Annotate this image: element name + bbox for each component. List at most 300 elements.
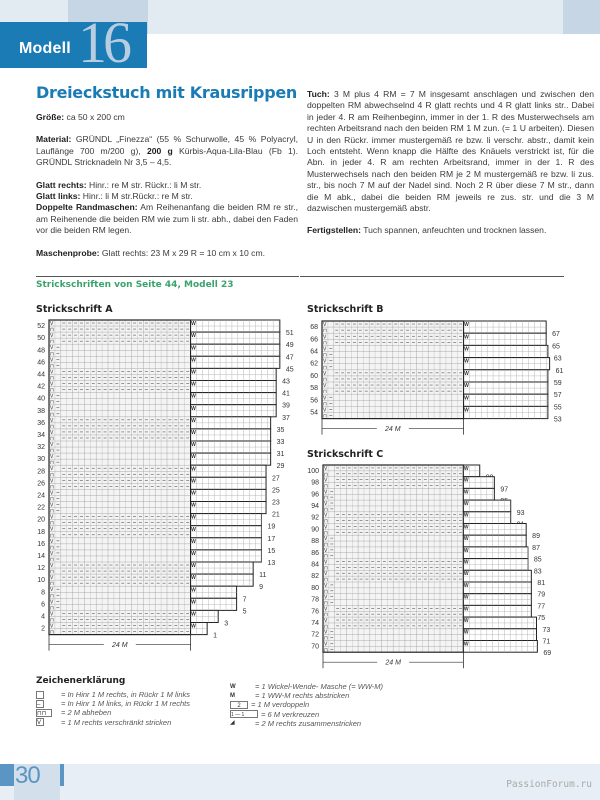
slip-symbol: ⊓ (50, 569, 54, 576)
slip-symbol: ⊓ (323, 328, 327, 335)
wrap-turn-symbol: W (463, 641, 469, 648)
wrap-turn-symbol: W (191, 429, 196, 436)
slip-symbol: ⊓ (50, 520, 54, 527)
row-number-right: 13 (267, 560, 276, 567)
wrap-turn-symbol: W (191, 550, 196, 557)
row-number-right: 61 (555, 367, 564, 375)
slip-symbol: ⊓ (50, 351, 54, 358)
slip-symbol: ⊓ (50, 472, 54, 479)
slip-symbol: ⊓ (50, 508, 54, 515)
slip-symbol: ⊓ (50, 375, 54, 382)
slip-symbol: ⊓ (50, 363, 54, 370)
row-number-right: 67 (552, 331, 560, 339)
row-number-left: 92 (311, 514, 319, 522)
legend-text: = 1 M rechts verschränkt stricken (61, 717, 172, 727)
twisted-knit-symbol: V (50, 381, 54, 388)
slip-symbol: ⊓ (323, 340, 327, 347)
twisted-knit-icon: V (36, 718, 44, 726)
page-number: 30 (15, 762, 40, 789)
twisted-knit-symbol: V (50, 587, 54, 594)
slip-symbol: ⊓ (50, 581, 54, 588)
wrap-turn-symbol: W (191, 490, 196, 497)
twisted-knit-symbol: V (324, 524, 328, 531)
row-number-left: 96 (311, 491, 319, 499)
twisted-knit-symbol: V (324, 489, 328, 496)
row-number-left: 88 (311, 538, 319, 546)
row-number-right: 71 (542, 638, 551, 646)
legend-item (230, 719, 383, 728)
slip-symbol: ⊓ (324, 577, 328, 584)
legend-text: = In Hinr 1 M rechts, in Rückr 1 M links (61, 690, 190, 699)
row-number-right: 9 (259, 584, 264, 592)
slip-symbol: ⊓ (324, 518, 328, 525)
row-number-left: 30 (37, 456, 45, 464)
row-number-left: 90 (311, 526, 319, 534)
twisted-knit-symbol: V (324, 618, 328, 625)
twisted-knit-symbol: V (323, 346, 327, 353)
row-number-left: 14 (37, 552, 45, 560)
wrap-turn-symbol: W (191, 321, 196, 328)
slip-symbol: ⊓ (323, 352, 327, 359)
legend-text: = 1 WW-M rechts abstricken (255, 691, 350, 701)
twisted-knit-symbol: V (324, 606, 328, 613)
wrap-turn-symbol: W (463, 617, 469, 624)
row-number-right: 15 (267, 547, 276, 555)
wrap-turn-symbol: W (191, 611, 196, 618)
wrap-turn-symbol: W (191, 575, 196, 582)
twisted-knit-symbol: V (324, 477, 328, 484)
row-number-left: 86 (311, 549, 319, 557)
chart-c-title: Strickschrift C (307, 449, 384, 460)
wrap-turn-symbol: W (191, 417, 196, 424)
wrap-turn-symbol: W (191, 333, 196, 340)
legend-text: = 1 M verdoppeln (251, 700, 310, 710)
twisted-knit-symbol: V (50, 575, 54, 582)
twisted-knit-symbol: V (324, 559, 328, 566)
slip-symbol: ⊓ (324, 495, 328, 502)
wrap-turn-symbol: W (191, 454, 196, 461)
wrap-turn-symbol: W (464, 358, 469, 365)
slip-symbol: ⊓ (323, 376, 327, 383)
twisted-knit-symbol: V (50, 502, 54, 509)
width-label: 24 M (385, 659, 401, 667)
row-number-right: 49 (285, 342, 294, 350)
legend-item (230, 682, 383, 691)
row-number-right: 31 (276, 451, 285, 459)
twisted-knit-symbol: V (50, 369, 54, 376)
twisted-knit-symbol: V (324, 512, 328, 519)
twisted-knit-symbol: V (323, 395, 327, 402)
slip-symbol: ⊓ (324, 588, 328, 595)
row-number-right: 85 (533, 556, 542, 564)
row-number-right: 25 (272, 487, 280, 495)
material-text: GRÜNDL „Finezza“ (55 % Schurwolle, 45 % Polyacryl, Lauflänge 700 m/200 g), (36, 134, 298, 156)
row-number-right: 53 (553, 416, 562, 424)
dash-square-icon: – (36, 700, 44, 708)
material-amount: 200 g (146, 145, 173, 156)
row-number-left: 78 (311, 596, 319, 604)
row-number-left: 66 (310, 336, 318, 344)
row-number-left: 6 (41, 601, 45, 609)
wrap-turn-symbol: W (464, 370, 469, 377)
stockinette-text: Hinr.: re M str. Rückr.: li M str. (86, 179, 202, 190)
row-number-left: 98 (311, 479, 319, 487)
row-number-left: 24 (37, 492, 45, 500)
row-number-left: 28 (37, 468, 45, 476)
twisted-knit-symbol: V (324, 582, 328, 589)
wrap-turn-symbol: W (191, 587, 196, 594)
row-number-left: 8 (41, 589, 45, 597)
row-number-left: 50 (37, 335, 45, 343)
slip-symbol: ⊓ (50, 496, 54, 503)
slip-symbol: ⊓ (50, 617, 54, 624)
legend-text: = 2 M abheben (61, 708, 112, 718)
row-number-right: 81 (537, 580, 546, 587)
row-number-right: 65 (552, 343, 560, 351)
wrap-turn-symbol: W (191, 405, 196, 412)
slip-symbol: ⊓ (324, 647, 328, 654)
k2tog-icon: ◢ (230, 720, 235, 727)
row-number-right: 21 (272, 511, 280, 519)
twisted-knit-symbol: V (50, 345, 54, 352)
row-number-right: 27 (272, 475, 280, 483)
wrap-turn-symbol: W (463, 559, 469, 566)
slip-symbol: ⊓ (50, 556, 54, 563)
slip-symbol: ⊓ (323, 364, 327, 371)
slip-symbol: ⊓ (50, 460, 54, 467)
twisted-knit-symbol: V (323, 383, 327, 390)
slip-symbol: ⊓ (324, 600, 328, 607)
wrap-turn-symbol: W (463, 547, 469, 554)
legend-item (36, 708, 190, 717)
twisted-knit-symbol: V (323, 370, 327, 377)
row-number-left: 12 (37, 565, 45, 573)
wrap-turn-symbol: W (191, 345, 196, 352)
twisted-knit-symbol: V (50, 611, 54, 618)
chart-b-title: Strickschrift B (307, 304, 384, 315)
row-number-left: 70 (311, 643, 319, 651)
row-number-left: 44 (37, 371, 45, 379)
row-number-right: 43 (282, 378, 290, 386)
wrap-turn-symbol: W (191, 599, 196, 606)
row-number-right: 3 (224, 620, 229, 628)
row-number-left: 58 (310, 385, 318, 393)
row-number-left: 76 (311, 608, 319, 616)
row-number-left: 22 (37, 504, 45, 512)
row-number-left: 60 (310, 372, 318, 380)
row-number-left: 2 (41, 625, 45, 633)
row-number-left: 32 (37, 444, 45, 452)
wrap-turn-symbol: W (191, 514, 196, 521)
twisted-knit-symbol: V (50, 357, 54, 364)
slip-symbol: ⊓ (324, 506, 328, 513)
twisted-knit-symbol: V (50, 333, 54, 340)
wrap-turn-symbol: W (464, 395, 469, 402)
wrap-turn-symbol: W (191, 442, 196, 449)
slip-symbol: ⊓ (50, 435, 54, 442)
row-number-right: 39 (282, 402, 290, 410)
row-number-right: 63 (553, 355, 562, 363)
slip-symbol: ⊓ (50, 605, 54, 612)
row-number-left: 68 (310, 324, 318, 332)
cable-six-icon: 1 — 1 (230, 710, 258, 718)
slip-symbol: ⊓ (324, 612, 328, 619)
row-number-right: 57 (553, 392, 562, 400)
legend-item (230, 691, 383, 700)
wrap-turn-symbol: W (464, 407, 469, 414)
twisted-knit-symbol: V (50, 454, 54, 461)
row-number-right: 97 (500, 486, 509, 494)
row-number-left: 72 (311, 631, 319, 639)
wrap-turn-symbol: W (191, 357, 196, 364)
row-number-right: 11 (259, 572, 267, 580)
row-number-left: 42 (37, 383, 45, 391)
slip-symbol: ⊓ (50, 339, 54, 346)
size-label: Größe: (36, 112, 65, 122)
gauge-text: Glatt rechts: 23 M x 29 R = 10 cm x 10 cm. (99, 247, 266, 258)
row-number-right: 1 (213, 632, 218, 640)
wrap-turn-symbol: W (463, 524, 469, 531)
twisted-knit-symbol: V (324, 501, 328, 508)
twisted-knit-symbol: V (50, 526, 54, 533)
slip-symbol: ⊓ (50, 448, 54, 455)
twisted-knit-symbol: V (50, 478, 54, 485)
row-number-left: 74 (311, 619, 319, 627)
row-number-right: 89 (532, 533, 540, 541)
twisted-knit-symbol: V (50, 599, 54, 606)
edge-stitches-text: Am Reihenanfang die beiden RM re str., am Reihenende die beiden RM wie zum li str. abh., dabei den Faden vor die beiden RM legen. (36, 202, 298, 236)
wrap-turn-symbol: W (463, 606, 469, 613)
row-number-right: 51 (285, 330, 294, 338)
row-number-right: 19 (267, 523, 276, 531)
slip-symbol: ⊓ (324, 565, 328, 572)
row-number-left: 34 (37, 431, 45, 439)
chart-a-title: Strickschrift A (36, 304, 113, 315)
empty-square-icon (36, 691, 44, 699)
watermark: PassionForum.ru (506, 779, 592, 790)
slip-symbol: ⊓ (50, 532, 54, 539)
row-number-right: 33 (276, 439, 285, 446)
row-number-right: 77 (537, 603, 546, 611)
slip-symbol: ⊓ (324, 541, 328, 548)
wrap-turn-symbol: W (463, 512, 469, 519)
row-number-right: 69 (543, 650, 552, 658)
wrap-turn-symbol: W (191, 381, 196, 388)
legend-text: = 6 M verkreuzen (261, 709, 320, 719)
twisted-knit-symbol: V (50, 417, 54, 424)
row-number-left: 18 (37, 528, 45, 536)
legend-title: Zeichenerklärung (36, 676, 126, 686)
twisted-knit-symbol: V (50, 321, 54, 328)
slip-symbol: ⊓ (50, 544, 54, 551)
slip-symbol: ⊓ (50, 629, 54, 636)
row-number-left: 84 (311, 561, 319, 569)
row-number-left: 56 (310, 397, 318, 405)
model-number: 16 (78, 10, 128, 75)
slip-symbol: ⊓ (50, 399, 54, 406)
wrap-turn-symbol: W (191, 393, 196, 400)
slip-symbol: ⊓ (50, 327, 54, 334)
row-number-left: 48 (37, 347, 45, 355)
twisted-knit-symbol: V (50, 490, 54, 497)
twisted-knit-symbol: V (50, 405, 54, 412)
width-label: 24 M (385, 426, 401, 434)
slip-symbol: ⊓ (323, 389, 327, 396)
row-number-left: 54 (310, 409, 318, 417)
twisted-knit-symbol: V (50, 442, 54, 449)
twisted-knit-symbol: V (50, 514, 54, 521)
stockinette-label: Glatt rechts: (36, 179, 87, 190)
gauge-label: Maschenprobe: (36, 247, 100, 258)
legend-right (230, 682, 383, 728)
slip-symbol: ⊓ (50, 387, 54, 394)
row-number-left: 38 (37, 407, 45, 415)
row-number-right: 29 (276, 463, 285, 471)
row-number-right: 35 (276, 426, 285, 434)
wrap-turn-symbol: W (463, 489, 469, 496)
row-number-left: 62 (310, 360, 318, 368)
twisted-knit-symbol: V (50, 466, 54, 473)
twisted-knit-symbol: V (323, 322, 327, 329)
wrap-turn-symbol: W (191, 563, 196, 570)
wrap-turn-symbol: W (463, 582, 469, 589)
slip-symbol: ⊓ (50, 411, 54, 418)
page-title: Dreieckstuch mit Krausrippen (36, 83, 297, 102)
wrap-turn-icon: W (230, 683, 236, 690)
twisted-knit-symbol: V (324, 547, 328, 554)
wrap-turn-symbol: W (191, 538, 196, 545)
wrap-turn-symbol: W (191, 369, 196, 376)
twisted-knit-symbol: V (323, 407, 327, 414)
row-number-left: 100 (307, 467, 319, 475)
slip-symbol: ⊓ (324, 553, 328, 560)
slip-symbol: ⊓ (323, 401, 327, 408)
row-number-left: 20 (37, 516, 45, 524)
row-number-right: 93 (516, 509, 525, 517)
twisted-knit-symbol: V (50, 563, 54, 570)
legend-item (36, 718, 190, 727)
row-number-right: 73 (542, 626, 551, 634)
row-number-left: 80 (311, 584, 319, 592)
wrap-turn-symbol: W (191, 526, 196, 533)
wrap-turn-symbol: W (464, 322, 469, 329)
legend-item (36, 699, 190, 708)
wrap-turn-symbol: W (191, 623, 196, 630)
legend-item (230, 700, 383, 709)
twisted-knit-symbol: V (50, 429, 54, 436)
model-label: Modell (19, 40, 71, 57)
row-number-right: 37 (282, 414, 290, 422)
row-number-right: 75 (537, 615, 546, 623)
twisted-knit-symbol: V (323, 358, 327, 365)
twisted-knit-symbol: V (324, 571, 328, 578)
row-number-right: 45 (285, 366, 294, 374)
shawl-label: Tuch: (307, 89, 330, 99)
twisted-knit-symbol: V (324, 594, 328, 601)
double-stitch-icon: 2 (230, 701, 248, 709)
slip-two-icon: ⊓⊓ (36, 709, 52, 717)
wrap-turn-symbol: W (464, 346, 469, 353)
row-number-right: 87 (532, 544, 540, 552)
slip-symbol: ⊓ (50, 484, 54, 491)
legend-item (230, 710, 383, 719)
size-text: ca 50 x 200 cm (64, 112, 125, 122)
row-number-left: 64 (310, 348, 318, 356)
row-number-left: 46 (37, 359, 45, 367)
slip-symbol: ⊓ (323, 413, 327, 420)
finishing-label: Fertigstellen: (307, 225, 361, 236)
wrap-turn-symbol: W (191, 466, 196, 473)
slip-symbol: ⊓ (324, 530, 328, 537)
legend-text: = In Hinr 1 M links, in Rückr 1 M rechts (61, 699, 190, 709)
row-number-right: 55 (553, 404, 562, 412)
row-number-left: 52 (37, 323, 45, 331)
row-number-left: 82 (311, 573, 319, 581)
finishing-text: Tuch spannen, anfeuchten und trocknen lassen. (360, 225, 547, 236)
wrap-turn-symbol: W (463, 571, 469, 578)
twisted-knit-symbol: V (323, 334, 327, 341)
wrap-turn-symbol: W (463, 594, 469, 601)
section-heading: Strickschriften von Seite 44, Modell 23 (36, 280, 234, 290)
reverse-stockinette-label: Glatt links: (36, 191, 81, 202)
edge-stitches-label: Doppelte Randmaschen: (36, 202, 138, 213)
twisted-knit-symbol: V (324, 536, 328, 543)
legend-text: = 2 M rechts zusammenstricken (255, 718, 362, 728)
wrap-knit-icon: M (230, 692, 235, 699)
twisted-knit-symbol: V (50, 623, 54, 630)
slip-symbol: ⊓ (324, 483, 328, 490)
legend-left (36, 690, 190, 727)
row-number-right: 17 (267, 535, 276, 543)
row-number-left: 40 (37, 395, 45, 403)
slip-symbol: ⊓ (50, 593, 54, 600)
twisted-knit-symbol: V (324, 465, 328, 472)
row-number-right: 7 (242, 596, 247, 604)
wrap-turn-symbol: W (463, 629, 469, 636)
row-number-left: 10 (37, 577, 45, 585)
wrap-turn-symbol: W (463, 465, 469, 472)
wrap-turn-symbol: W (463, 536, 469, 543)
slip-symbol: ⊓ (324, 635, 328, 642)
twisted-knit-symbol: V (50, 393, 54, 400)
material-label: Material: (36, 134, 72, 145)
slip-symbol: ⊓ (324, 623, 328, 630)
wrap-turn-symbol: W (463, 500, 469, 507)
row-number-right: 41 (282, 390, 290, 398)
row-number-left: 94 (311, 502, 319, 510)
row-number-left: 4 (41, 613, 45, 621)
legend-item (36, 690, 190, 699)
wrap-turn-symbol: W (464, 334, 469, 341)
legend-text: = 1 Wickel-Wende- Masche (= WW-M) (255, 682, 384, 691)
wrap-turn-symbol: W (463, 477, 469, 484)
row-number-right: 5 (242, 608, 247, 616)
wrap-turn-symbol: W (191, 478, 196, 485)
twisted-knit-symbol: V (324, 641, 328, 648)
width-label: 24 M (112, 642, 128, 650)
row-number-left: 26 (37, 480, 45, 488)
slip-symbol: ⊓ (50, 423, 54, 430)
wrap-turn-symbol: W (464, 383, 469, 390)
row-number-right: 59 (553, 380, 562, 387)
row-number-right: 23 (272, 499, 280, 507)
twisted-knit-symbol: V (50, 550, 54, 557)
shawl-text: 3 M plus 4 RM = 7 M insgesamt anschlagen und zwischen den doppelten RM abwechselnd 4 R glatt rechts und 4 R glatt links str.. Dabei in jeder 4. R am Reihenbeginn, immer in der 1. R des Musterwechsels am rechten Arbeitsrand nach den beiden RM 1 M zun. (= 1 U arbeiten). Diesen U in den Rückr. immer mustergemäß re bzw. li verschr. abstr., damit kein Loch entsteht. Wenn knapp die Hälfte des Knäuels verstrickt ist, für die Abn. in jeder 4. R am rechten Arbeitsrand, immer in der 1. R des Musterwechsels nach den beiden RM je 2 M mustergemäß re bzw. li zus. str., bis noch 7 M auf der Nadel sind. Noch 2 R über diese 7 M str., dann die M abk., dabei die beiden RM jeweils re zus. str. und die 3 M dazwischen mustergemäß abstr. (307, 89, 594, 214)
slip-symbol: ⊓ (324, 471, 328, 478)
row-number-right: 79 (537, 591, 546, 599)
row-number-left: 36 (37, 419, 45, 427)
twisted-knit-symbol: V (324, 629, 328, 636)
